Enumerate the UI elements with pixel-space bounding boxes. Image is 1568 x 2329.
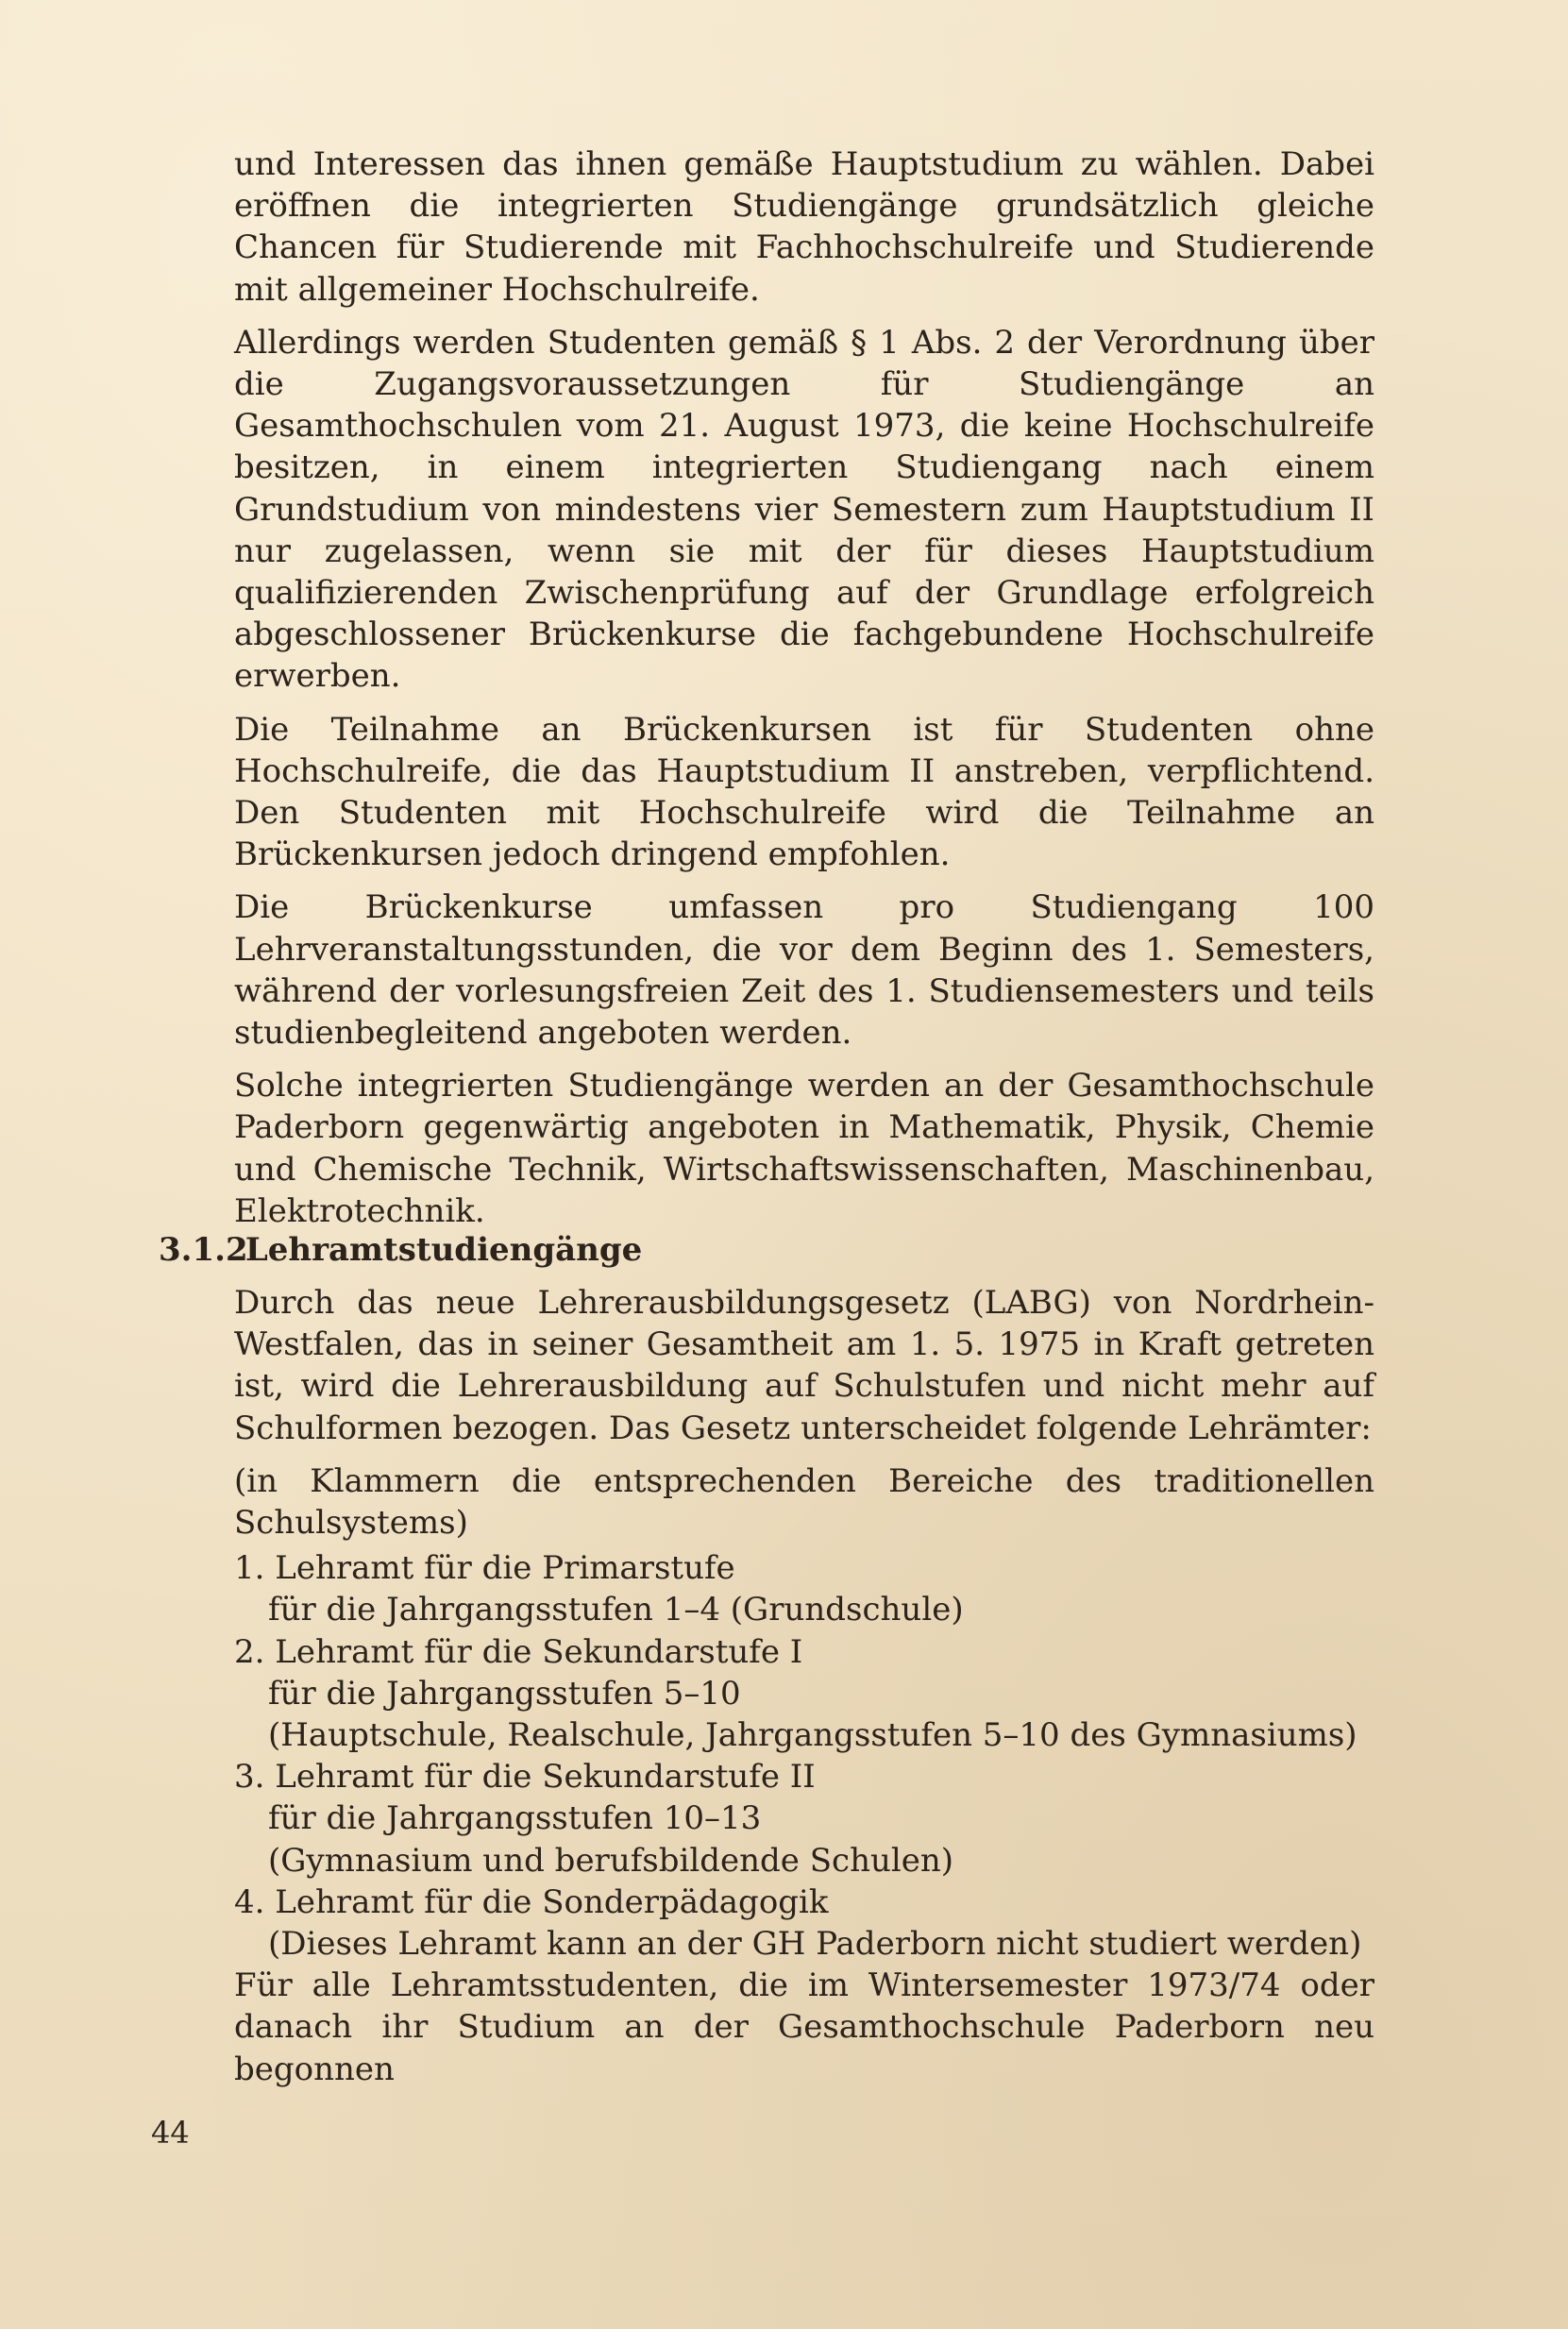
body-text-upper bbox=[234, 143, 1374, 1243]
list-item-title: 2. Lehramt für die Sekundarstufe I bbox=[234, 1632, 803, 1671]
paragraph-5: Solche integrierten Studiengänge werden an der Gesamthochschule Paderborn gegenwärtig angeboten in Mathematik, Physik, Chemie und Chemische Technik, Wirtschaftswissenschaften, Maschinenbau, Elektrotechnik. bbox=[234, 1067, 1374, 1230]
list-item-line: für die Jahrgangsstufen 5–10 bbox=[268, 1674, 741, 1713]
section-note: (in Klammern die entsprechenden Bereiche des traditionellen Schulsystems) bbox=[234, 1461, 1374, 1543]
list-item bbox=[234, 1756, 1374, 1882]
list-item-line: für die Jahrgangsstufen 10–13 bbox=[268, 1799, 762, 1838]
list-item bbox=[234, 1547, 1374, 1630]
list-item-title: 3. Lehramt für die Sekundarstufe II bbox=[234, 1758, 816, 1797]
paragraph-3: Die Teilnahme an Brückenkursen ist für Studenten ohne Hochschulreife, die das Hauptstudium II anstreben, verpflichtend. Den Studenten mit Hochschulreife wird die Teilnahme an Brückenkursen jedoch dringend empfohlen. bbox=[234, 710, 1374, 874]
list-item-line: für die Jahrgangsstufen 1–4 (Grundschule) bbox=[268, 1591, 964, 1629]
section-intro: Durch das neue Lehrerausbildungsgesetz (LABG) von Nordrhein-Westfalen, das in seiner Gesamtheit am 1. 5. 1975 in Kraft getreten ist, wird die Lehrerausbildung auf Schulstufen und nicht mehr auf Schulformen bezogen. Das Gesetz unterscheidet folgende Lehrämter: bbox=[234, 1284, 1374, 1447]
body-text-lower bbox=[234, 1282, 1374, 2101]
list-item bbox=[234, 1631, 1374, 1757]
list-item bbox=[234, 1882, 1374, 1965]
page-number: 44 bbox=[151, 2115, 190, 2151]
paragraph-1: und Interessen das ihnen gemäße Hauptstudium zu wählen. Dabei eröffnen die integrierten Studiengänge grundsätzlich gleiche Chancen für Studierende mit Fachhochschulreife und Studierende mit allgemeiner Hochschulreife. bbox=[234, 145, 1374, 309]
paragraph-2: Allerdings werden Studenten gemäß § 1 Abs. 2 der Verordnung über die Zugangsvoraussetzungen für Studiengänge an Gesamthochschulen vom 21. August 1973, die keine Hochschulreife besitzen, in einem integrierten Studiengang nach einem Grundstudium von mindestens vier Semestern zum Hauptstudium II nur zugelassen, wenn sie mit der für dieses Hauptstudium qualifizierenden Zwischenprüfung auf der Grundlage erfolgreich abgeschlossener Brückenkurse die fachgebundene Hochschulreife erwerben. bbox=[234, 323, 1374, 696]
section-closing: Für alle Lehramtsstudenten, die im Wintersemester 1973/74 oder danach ihr Studium an der Gesamthochschule Paderborn neu begonnen bbox=[234, 1966, 1374, 2088]
list-item-line: (Dieses Lehramt kann an der GH Paderborn nicht studiert werden) bbox=[268, 1925, 1362, 1964]
paragraph-4: Die Brückenkurse umfassen pro Studiengang 100 Lehrveranstaltungsstunden, die vor dem Beginn des 1. Semesters, während der vorlesungsfreien Zeit des 1. Studiensemesters und teils studienbegleitend angeboten werden. bbox=[234, 888, 1374, 1053]
list-item-title: 1. Lehramt für die Primarstufe bbox=[234, 1549, 735, 1588]
list-item-line: (Gymnasium und berufsbildende Schulen) bbox=[268, 1841, 954, 1880]
list-item-title: 4. Lehramt für die Sonderpädagogik bbox=[234, 1882, 829, 1921]
list-item-line: (Hauptschule, Realschule, Jahrgangsstufen 5–10 des Gymnasiums) bbox=[268, 1716, 1357, 1755]
section-number: 3.1.2 bbox=[159, 1231, 248, 1269]
section-title: Lehramtstudiengänge bbox=[244, 1231, 643, 1269]
section-heading bbox=[159, 1229, 642, 1271]
